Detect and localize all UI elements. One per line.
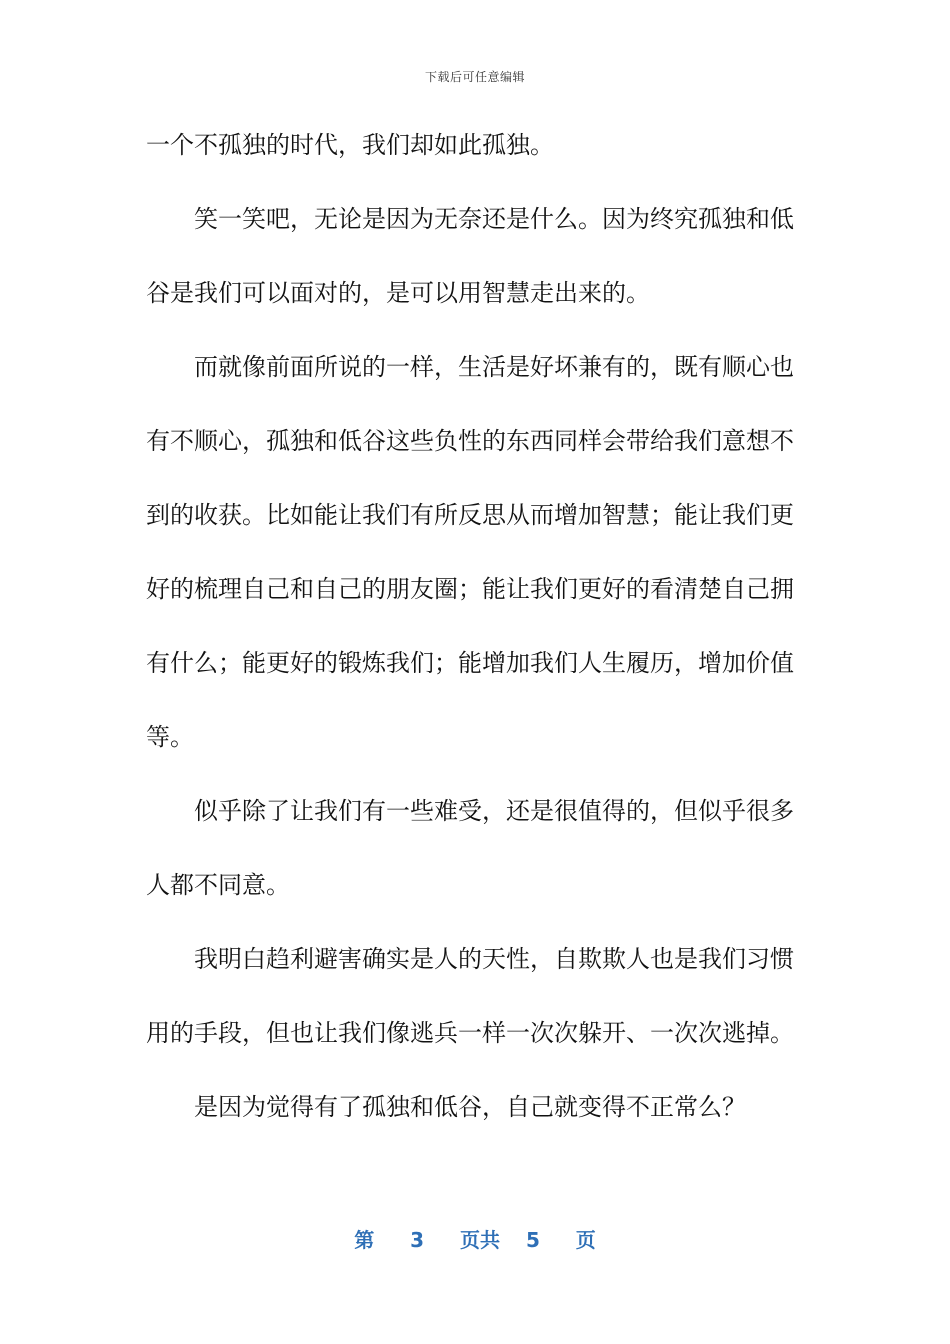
footer-suffix: 页 (575, 1228, 596, 1252)
text-line: 谷是我们可以面对的，是可以用智慧走出来的。 (146, 279, 650, 307)
document-body (146, 108, 794, 1144)
text-line: 有什么；能更好的锻炼我们；能增加我们人生履历，增加价值 (146, 649, 794, 677)
footer-middle: 页共 (460, 1228, 500, 1252)
current-page-number: 3 (410, 1228, 425, 1252)
text-line: 是因为觉得有了孤独和低谷，自己就变得不正常么？ (194, 1093, 746, 1121)
footer-prefix: 第 (354, 1228, 375, 1252)
text-line: 我明白趋利避害确实是人的天性，自欺欺人也是我们习惯 (194, 945, 794, 973)
page-footer (0, 1224, 950, 1253)
text-line: 人都不同意。 (146, 871, 290, 899)
text-line: 用的手段，但也让我们像逃兵一样一次次躲开、一次次逃掉。 (146, 1019, 794, 1047)
text-line: 似乎除了让我们有一些难受，还是很值得的，但似乎很多 (194, 797, 794, 825)
text-line: 一个不孤独的时代，我们却如此孤独。 (146, 131, 554, 159)
text-line: 好的梳理自己和自己的朋友圈；能让我们更好的看清楚自己拥 (146, 575, 794, 603)
text-line: 而就像前面所说的一样，生活是好坏兼有的，既有顺心也 (194, 353, 794, 381)
total-page-number: 5 (525, 1228, 540, 1252)
text-line: 到的收获。比如能让我们有所反思从而增加智慧；能让我们更 (146, 501, 794, 529)
text-line: 笑一笑吧，无论是因为无奈还是什么。因为终究孤独和低 (194, 205, 794, 233)
text-line: 有不顺心，孤独和低谷这些负性的东西同样会带给我们意想不 (146, 427, 794, 455)
text-line: 等。 (146, 723, 194, 751)
header-note: 下载后可任意编辑 (424, 70, 525, 84)
